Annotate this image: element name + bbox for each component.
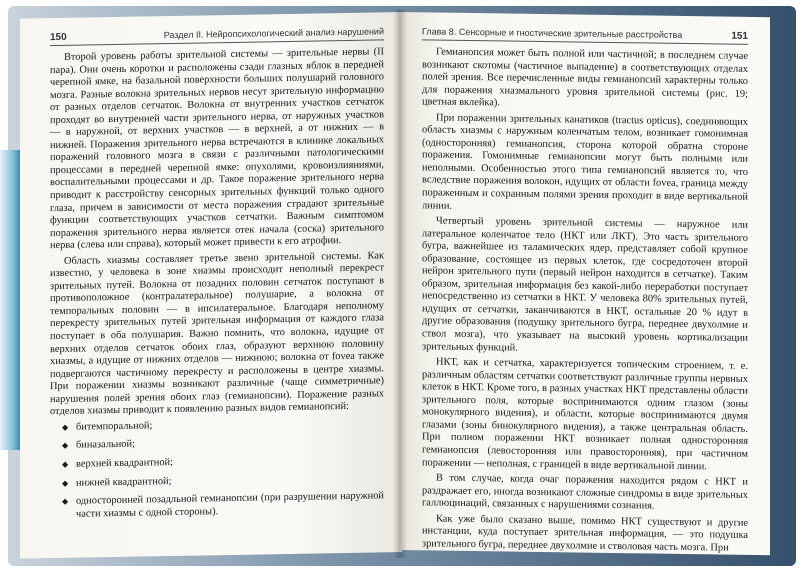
list-item: ◆ нижней квадрантной; bbox=[76, 472, 384, 490]
left-running-title: Раздел II. Нейропсихологический анализ нарушений bbox=[163, 26, 384, 41]
left-paragraph: Второй уровень работы зрительной системы — зрительные нервы (II пара). Они очень коротки и расположены сзади глазных яблок в передней черепной ямке, на базальной поверхности больших полушарий головного мозга. Разные волокна зрительных нервов несут зрительную информацию от разных отделов сетчаток. Волокна от внутренних участков сетчаток проходят во внутренней части зрительного нерва, от наружных участков — в наружной, от верхних участков — в верхней, а от нижних — в нижней. Поражения зрительного нерва встречаются в клинике локальных поражений головного мозга в связи с различными патологическими процессами в передней черепной ямке: опухолями, кровоизлияниями, воспалительными процессами и др. Такое поражение зрительного нерва приводит к расстройству сенсорных зрительных функций только одного глаза, причем в зависимости от места поражения страдают зрительные функции соответствующих участков сетчатки. Важным симптомом поражения зрительного нерва является отек начала (соска) зрительного нерва (слева или справа), который может привести к его атрофии. bbox=[50, 46, 384, 252]
book-cover-edge bbox=[0, 150, 22, 450]
right-paragraph: Как уже было сказано выше, помимо НКТ существуют и другие инстанции, куда поступает зрительная информация, — это подушка зрительного бугра, переднее двухолмие и стволовая часть мозга. При bbox=[422, 513, 748, 554]
left-page bbox=[20, 12, 402, 559]
right-paragraph: НКТ, как и сетчатка, характеризуется топическим строением, т. е. различным областям сетчатки соответствуют различные группы нервных клеток в НКТ. Кроме того, в разных участках НКТ представлены области зрительного поля, которые воспринимаются одним глазом (зоны монокулярного видения), и области, которые воспринимаются двумя глазами (зоны бинокулярного видения), а также центральная область. При полном поражении НКТ возникает полная односторонняя гемианопсия (левосторонняя или правосторонняя), при частичном поражении — неполная, с границей в виде вертикальной линии. bbox=[422, 356, 748, 472]
right-running-title: Глава 8. Сенсорные и гностические зрительные расстройства bbox=[422, 26, 683, 40]
right-page-number: 151 bbox=[731, 30, 748, 42]
left-page-number: 150 bbox=[50, 31, 67, 44]
list-item: ◆ биназальной; bbox=[76, 435, 384, 453]
left-paragraph: Область хиазмы составляет третье звено зрительной системы. Как известно, у человека в зоне хиазмы происходит неполный перекрест зрительных путей. Волокна от позадних половин сетчаток поступают в противоположное (контралатеральное) полушарие, а волокна от темпоральных половин — в ипсилатеральное. Благодаря неполному перекресту зрительных путей зрительная информация от каждого глаза поступает в оба полушария. Важно помнить, что волокна, идущие от верхних отделов сетчаток обоих глаз, образуют верхнюю половину хиазмы, а идущие от нижних отделов — нижнюю; волокна от fovea также подвергаются частичному перекресту и расположены в центре хиазмы. При поражении хиазмы возникают различные (чаще симметричные) нарушения полей зрения обоих глаз (гемианопсии). Поражение разных отделов хиазмы приводит к появлению разных видов гемианопсий: bbox=[50, 250, 384, 418]
list-item: ◆ битемпоральной; bbox=[76, 416, 384, 434]
right-paragraph: При поражении зрительных канатиков (tractus opticus), соединяющих область хиазмы с наружным коленчатым телом, возникает гомонимная (односторонняя) гемианопсия, сторона которой обратна стороне поражения. Гомонимные гемианопсии могут быть полными или неполными. Особенностью этого типа гемианопсий является то, что вследствие поражения волокон, идущих от области fovea, граница между пораженным и сохранным полями зрения проходит в виде вертикальной линии. bbox=[422, 112, 748, 212]
book-gutter bbox=[393, 10, 407, 558]
list-item: ◆ верхней квадрантной; bbox=[76, 453, 384, 471]
right-paragraph: Гемианопсия может быть полной или частичной; в последнем случае возникают скотомы (частичное выпадение) в соответствующих отделах полей зрения. Все перечисленные виды гемианопсий характерны только для поражения хиазмального уровня зрительной системы (рис. 19; цветная вклейка). bbox=[422, 46, 748, 109]
list-item: ◆ односторонней позадльной гемианопсии (при разрушении наружной части хиазмы с одной стороны). bbox=[76, 490, 384, 520]
right-paragraph: В том случае, когда очаг поражения находится рядом с НКТ и раздражает его, иногда возникают сложные синдромы в виде зрительных галлюцинаций, связанных с нарушениями сознания. bbox=[422, 472, 748, 512]
right-page bbox=[398, 12, 770, 555]
right-paragraph: Четвертый уровень зрительной системы — наружное или латеральное коленчатое тело (НКТ или ЛКТ). Это часть зрительного бугра, важнейшее из таламических ядер, представляет собой крупное образование, состоящее из первых клеток, где сосредоточен второй нейрон зрительного пути (первый нейрон находится в сетчатке). Таким образом, зрительная информация без какой-либо переработки поступает непосредственно из сетчатки в НКТ. У человека 80% зрительных путей, идущих от сетчатки, заканчиваются в НКТ, остальные 20 % идут в другие образования (подушку зрительного бугра, переднее двухолмие и ствол мозга), что указывает на высокий уровень кортикализации зрительных функций. bbox=[422, 215, 748, 354]
hemianopsia-list bbox=[50, 416, 384, 521]
